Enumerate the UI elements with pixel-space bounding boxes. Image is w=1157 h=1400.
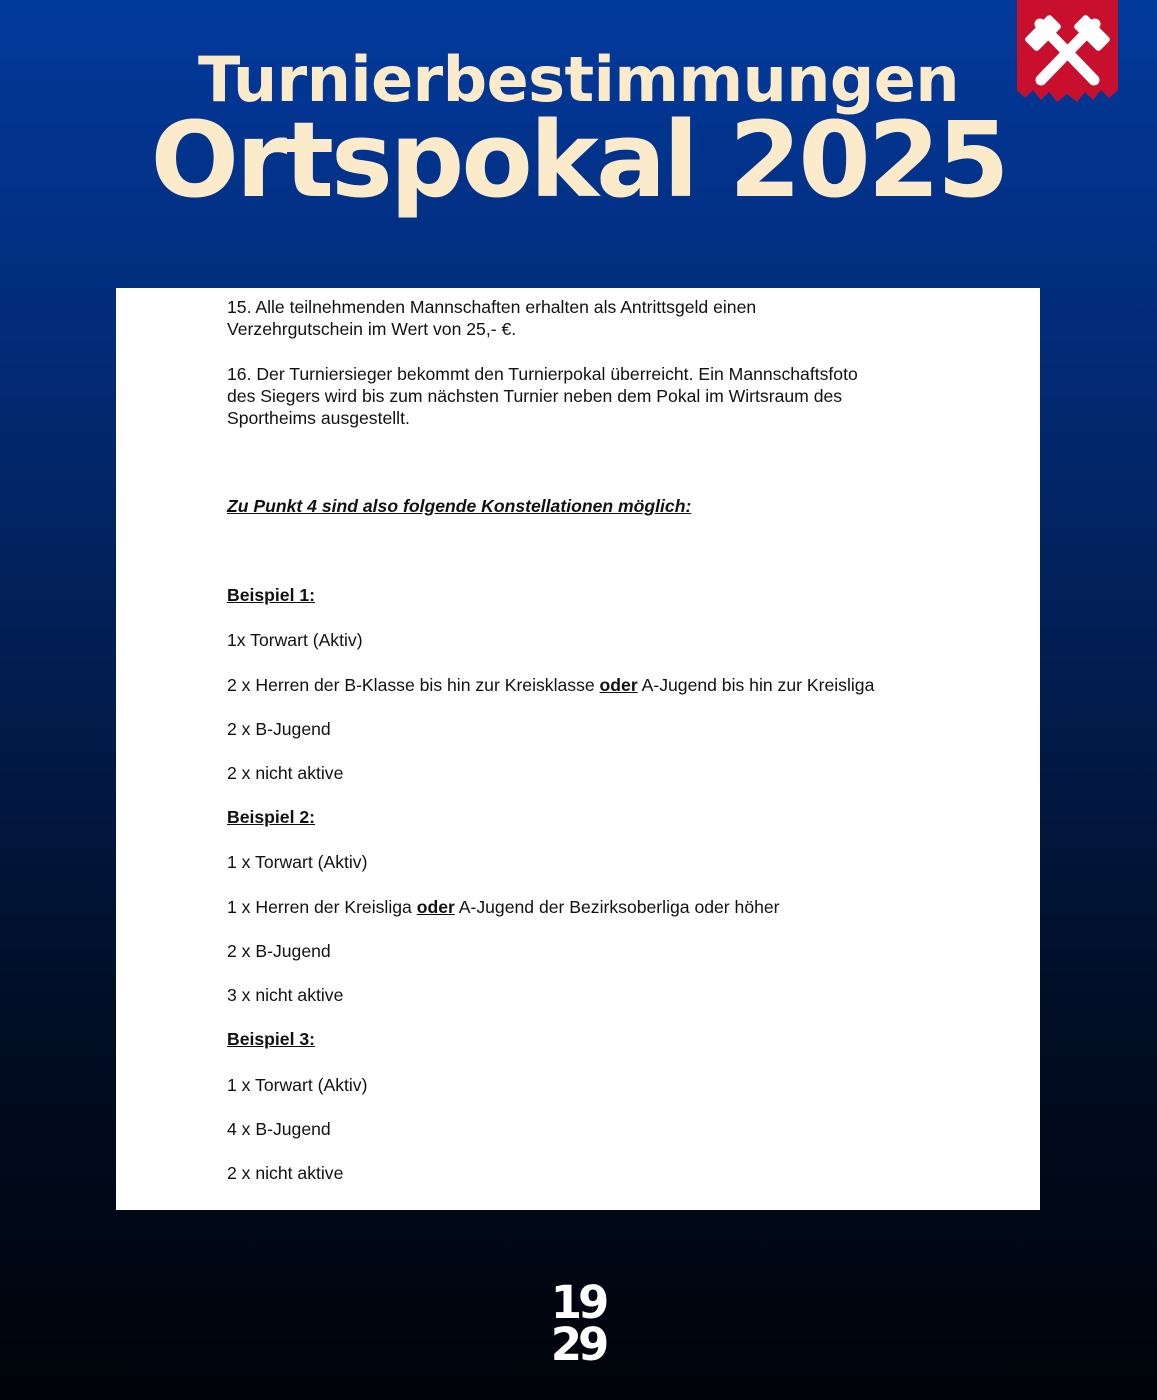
example-1-line-2-pre: 2 x Herren der B-Klasse bis hin zur Kreisklasse (227, 675, 600, 695)
crossed-hammers-icon (1017, 0, 1118, 118)
document-page (116, 288, 1040, 1210)
example-2-line-1: 1 x Torwart (Aktiv) (227, 852, 368, 872)
paragraph-16-line-2: des Siegers wird bis zum nächsten Turnier neben dem Pokal im Wirtsraum des (227, 386, 843, 406)
example-1-line-2-post: A-Jugend bis hin zur Kreisliga (637, 675, 875, 695)
example-3-line-1: 1 x Torwart (Aktiv) (227, 1075, 368, 1095)
paragraph-16-line-1: 16. Der Turniersieger bekommt den Turnierpokal überreicht. Ein Mannschaftsfoto (227, 364, 858, 384)
example-3-heading: Beispiel 3: (227, 1029, 316, 1049)
paragraph-16-line-3: Sportheims ausgestellt. (227, 408, 410, 428)
example-1-heading: Beispiel 1: (227, 585, 316, 605)
paragraph-15-line-1: 15. Alle teilnehmenden Mannschaften erhalten als Antrittsgeld einen (227, 297, 757, 317)
example-3-line-3: 2 x nicht aktive (227, 1163, 344, 1183)
example-2-line-2 (227, 896, 780, 918)
example-2-heading: Beispiel 2: (227, 807, 316, 827)
oder-emphasis: oder (416, 897, 455, 917)
example-2-line-2-pre: 1 x Herren der Kreisliga (227, 897, 417, 917)
title-line-2: Ortspokal 2025 (150, 99, 1007, 221)
logo-digits-top: 19 (550, 1276, 606, 1329)
example-1-line-3: 2 x B-Jugend (227, 719, 331, 739)
example-1-line-4: 2 x nicht aktive (227, 763, 344, 783)
section-heading: Zu Punkt 4 sind also folgende Konstellationen möglich: (227, 496, 692, 516)
title-line-1: Turnierbestimmungen (198, 43, 959, 116)
example-2-line-3: 2 x B-Jugend (227, 941, 331, 961)
paragraph-15-line-2: Verzehrgutschein im Wert von 25,- €. (227, 319, 517, 339)
example-2-line-2-post: A-Jugend der Bezirksoberliga oder höher (454, 897, 780, 917)
logo-digits-bottom: 29 (550, 1318, 606, 1371)
oder-emphasis: oder (599, 675, 638, 695)
example-2-line-4: 3 x nicht aktive (227, 985, 344, 1005)
example-3-line-2: 4 x B-Jugend (227, 1119, 331, 1139)
club-logo-1929 (528, 1276, 628, 1371)
club-badge (1017, 0, 1118, 118)
example-1-line-1: 1x Torwart (Aktiv) (227, 630, 363, 650)
example-1-line-2 (227, 674, 874, 696)
